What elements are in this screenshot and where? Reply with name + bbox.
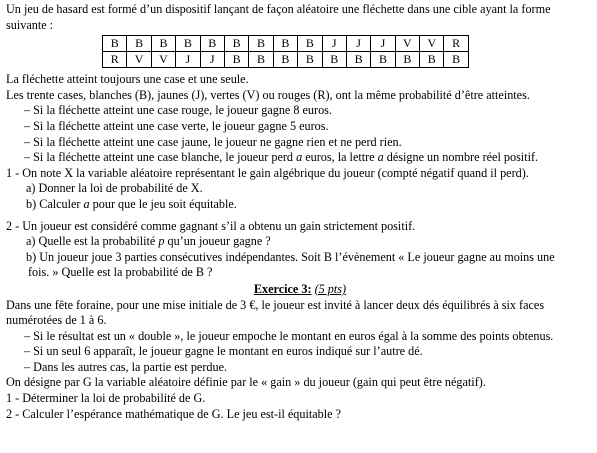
exercise-points: (5 pts) [314,281,347,296]
grid-cell: R [444,36,468,52]
exercise-3-rule: – Si le résultat est un « double », le joueur empoche le montant en euros égal à la somme des points obtenus. [24,328,554,343]
grid-cell: B [127,36,151,52]
grid-cell: J [371,36,395,52]
grid-cell: B [371,52,395,68]
grid-cell: J [322,36,346,52]
rule-item: – Si la fléchette atteint une case jaune, le joueur ne gagne rien et ne perd rien. [24,134,402,149]
rule-item [6,150,594,166]
grid-cell: B [249,36,273,52]
exercise-3-rule: – Dans les autres cas, la partie est perdue. [24,359,228,374]
text-span: la variable aléatoire représentant le gain algébrique du joueur (compté négatif quand il perd). [73,165,529,180]
grid-cell: V [151,52,175,68]
grid-cell: B [103,36,127,52]
text-span: désigne un nombre réel positif. [383,150,539,165]
text-span: – Si la fléchette atteint une case blanche, le joueur perd [24,150,297,165]
exercise-3-line-3: On désigne par G la variable aléatoire définie par le « gain » du joueur (gain qui peut être négatif). [6,375,486,390]
grid-cell: B [322,52,346,68]
text-span: 1 - On note [6,165,65,180]
rule-item: – Si la fléchette atteint une case verte, le joueur gagne 5 euros. [24,118,329,133]
grid-cell: B [273,52,297,68]
exercise-title: Exercice 3: [253,281,312,296]
grid-cell: B [420,52,444,68]
grid-row-2 [103,52,469,68]
variable: X [64,165,74,180]
text-span: qu’un joueur gagne ? [164,234,271,249]
grid-cell: B [151,36,175,52]
grid-cell: B [298,52,322,68]
text-span: pour que le jeu soit équitable. [89,196,237,211]
grid-cell: B [298,36,322,52]
grid-cell: B [200,36,224,52]
question-2b-line-1: b) Un joueur joue 3 parties consécutives indépendantes. Soit B l’évènement « Le joueur gagne au moins une [26,249,555,264]
grid-cell: V [127,52,151,68]
intro-line-1: Un jeu de hasard est formé d’un dispositif lançant de façon aléatoire une fléchette dans une cible ayant la forme [6,2,551,16]
grid-cell: R [103,52,127,68]
grid-cell: J [346,36,370,52]
grid-cell: B [444,52,468,68]
text-span: a) Quelle est la probabilité [26,234,159,249]
text-span: b) Calculer [26,196,84,211]
grid-cell: J [200,52,224,68]
grid-cell: B [176,36,200,52]
exercise-3-line-2: numérotées de 1 à 6. [6,313,107,328]
rule-item: – Si la fléchette atteint une case rouge, le joueur gagne 8 euros. [24,103,332,118]
intro-line-2: suivante : [6,17,54,32]
question-2: 2 - Un joueur est considéré comme gagnant s’il a obtenu un gain strictement positif. [6,218,416,233]
grid-row-1 [103,36,469,52]
grid-cell: V [420,36,444,52]
grid-cell: J [176,52,200,68]
exercise-3-line-1: Dans une fête foraine, pour une mise initiale de 3 €, le joueur est invité à lancer deux dés équilibrés à six faces [6,297,545,312]
variable: p [158,234,165,249]
question-1b [6,197,594,213]
text-span: euros, la lettre [302,150,378,165]
grid-cell: V [395,36,419,52]
document-page [6,2,594,422]
grid-cell: B [273,36,297,52]
exercise-3-question-1: 1 - Déterminer la loi de probabilité de G. [6,391,206,406]
question-1 [6,166,594,182]
question-2b-line-2: fois. » Quelle est la probabilité de B ? [28,265,213,280]
grid-cell: B [224,52,248,68]
exercise-3-question-2: 2 - Calculer l’espérance mathématique de G. Le jeu est-il équitable ? [6,406,342,421]
variable: a [83,196,90,211]
grid-cell: B [224,36,248,52]
grid-cell: B [249,52,273,68]
exercise-3-title [6,282,594,298]
grid-cell: B [346,52,370,68]
variable: a [296,150,303,165]
target-grid [102,35,469,68]
question-2a [6,234,594,250]
paragraph: Les trente cases, blanches (B), jaunes (J), vertes (V) ou rouges (R), ont la même probabilité d’être atteintes. [6,87,530,102]
exercise-3-rule: – Si un seul 6 apparaît, le joueur gagne le montant en euros indiqué sur l’autre dé. [24,344,423,359]
question-1a: a) Donner la loi de probabilité de X. [26,181,203,196]
variable: a [377,150,384,165]
grid-cell: B [395,52,419,68]
paragraph: La fléchette atteint toujours une case et une seule. [6,72,249,87]
